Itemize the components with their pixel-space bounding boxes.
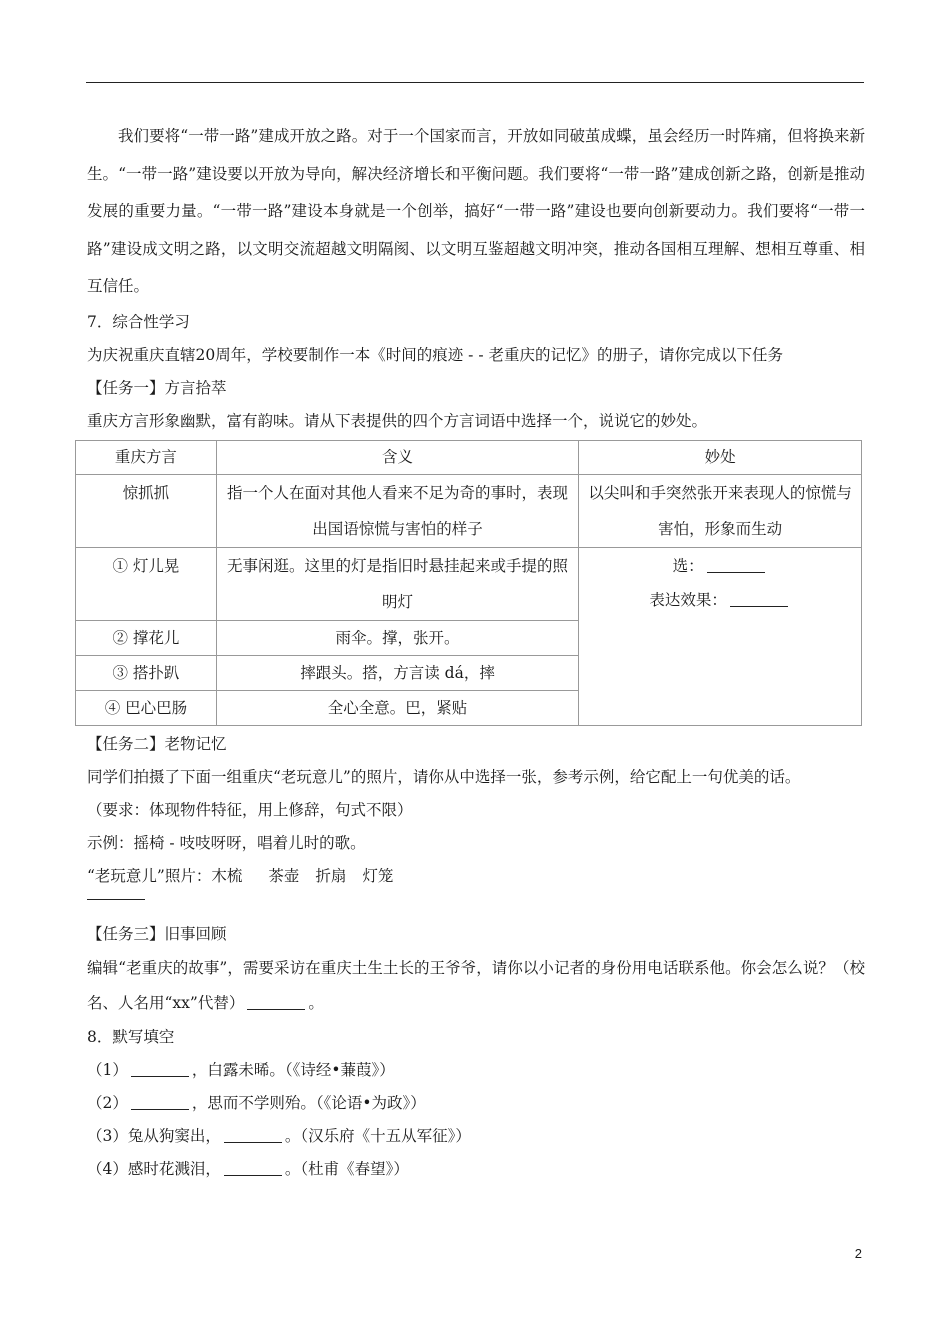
dialect-word: ③ 搭扑趴: [76, 655, 217, 690]
photo-item: 灯笼: [362, 866, 394, 885]
task2-title: 【任务二】老物记忆: [87, 734, 227, 753]
fill-blank[interactable]: [131, 1060, 189, 1077]
item-text: ，白露未晞。（《诗经•蒹葭》）: [191, 1060, 395, 1079]
dialect-meaning: 雨伞。撑，张开。: [216, 620, 578, 655]
item-number: （1）: [87, 1060, 128, 1079]
task1-title: 【任务一】方言拾萃: [87, 378, 227, 397]
dialect-meaning: 无事闲逛。这里的灯是指旧时悬挂起来或手提的照明灯: [216, 547, 578, 620]
item-number: （3）: [87, 1126, 128, 1145]
dialect-meaning: 摔跟头。搭，方言读 dá，摔: [216, 655, 578, 690]
fill-blank[interactable]: [224, 1126, 282, 1143]
item-text: 感时花溅泪，: [127, 1159, 221, 1178]
item-text: ，思而不学则殆。（《论语•为政》）: [191, 1093, 426, 1112]
task3-prompt: [87, 951, 865, 1021]
select-label: 选：: [672, 556, 704, 575]
q8-item-1: [87, 1054, 865, 1087]
task3-end: 。: [308, 993, 324, 1012]
effect-blank[interactable]: [730, 590, 788, 607]
item-number: （4）: [87, 1159, 128, 1178]
item-text: 。（汉乐府《十五从军征》）: [284, 1126, 471, 1145]
task2-example: 示例：摇椅 - 吱吱呀呀，唱着儿时的歌。: [87, 833, 366, 852]
task2-photos: [87, 860, 865, 893]
select-blank[interactable]: [707, 556, 765, 573]
table-row: [76, 547, 862, 620]
dialect-word: ④ 巴心巴肠: [76, 690, 217, 725]
example-word: 惊抓抓: [76, 474, 217, 547]
task1-prompt: 重庆方言形象幽默，富有韵味。请从下表提供的四个方言词语中选择一个，说说它的妙处。: [87, 411, 708, 430]
task2-requirement: （要求：体现物件特征，用上修辞，句式不限）: [87, 800, 413, 819]
example-effect: 以尖叫和手突然张开来表现人的惊慌与害怕，形象而生动: [579, 474, 862, 547]
document-body: [87, 118, 865, 1186]
header-meaning: 含义: [216, 440, 578, 474]
dialect-meaning: 全心全意。巴，紧贴: [216, 690, 578, 725]
header-rule: [86, 82, 864, 83]
task3-title: 【任务三】旧事回顾: [87, 924, 227, 943]
q8-heading: 8．默写填空: [87, 1027, 175, 1046]
effect-label: 表达效果：: [649, 590, 727, 609]
photo-item: 茶壶: [268, 866, 300, 885]
q7-heading: 7．综合性学习: [87, 312, 190, 331]
page-number: 2: [854, 1246, 862, 1261]
task3-blank[interactable]: [247, 993, 305, 1010]
header-dialect: 重庆方言: [76, 440, 217, 474]
task3-prompt-text: 编辑“老重庆的故事”，需要采访在重庆土生土长的王爷爷，请你以小记者的身份用电话联系他。你会怎么说？（校名、人名用“xx”代替）: [87, 958, 865, 1012]
example-meaning: 指一个人在面对其他人看来不足为奇的事时，表现出国语惊慌与害怕的样子: [216, 474, 578, 547]
task2-answer-blank[interactable]: [87, 899, 145, 900]
q8-item-4: [87, 1153, 865, 1186]
item-text: 。（杜甫《春望》）: [284, 1159, 409, 1178]
dialect-word: ① 灯儿晃: [76, 547, 217, 620]
item-text: 兔从狗窦出，: [127, 1126, 221, 1145]
task2-prompt: 同学们拍摄了下面一组重庆“老玩意儿”的照片，请你从中选择一张，参考示例，给它配上一句优美的话。: [87, 767, 801, 786]
fill-blank[interactable]: [131, 1093, 189, 1110]
item-number: （2）: [87, 1093, 128, 1112]
fill-blank[interactable]: [224, 1159, 282, 1176]
q8-item-3: [87, 1120, 865, 1153]
dialect-table: [75, 440, 862, 726]
passage-paragraph: 我们要将“一带一路”建成开放之路。对于一个国家而言，开放如同破茧成蝶，虽会经历一时阵痛，但将换来新生。“一带一路”建设要以开放为导向，解决经济增长和平衡问题。我们要将“一带一路”建成创新之路，创新是推动发展的重要力量。“一带一路”建设本身就是一个创举，搞好“一带一路”建设也要向创新要动力。我们要将“一带一路”建设成文明之路，以文明交流超越文明隔阂、以文明互鉴超越文明冲突，推动各国相互理解、想相互尊重、相互信任。: [87, 127, 865, 295]
photo-item: 木梳: [211, 866, 243, 885]
header-effect: 妙处: [579, 440, 862, 474]
table-row: [76, 474, 862, 547]
q8-item-2: [87, 1087, 865, 1120]
photo-item: 折扇: [315, 866, 347, 885]
dialect-word: ② 撑花儿: [76, 620, 217, 655]
photos-label: “老玩意儿”照片：: [87, 866, 212, 885]
answer-cell[interactable]: [579, 547, 862, 725]
q7-intro: 为庆祝重庆直辖20周年，学校要制作一本《时间的痕迹 - - 老重庆的记忆》的册子，请你完成以下任务: [87, 345, 783, 364]
